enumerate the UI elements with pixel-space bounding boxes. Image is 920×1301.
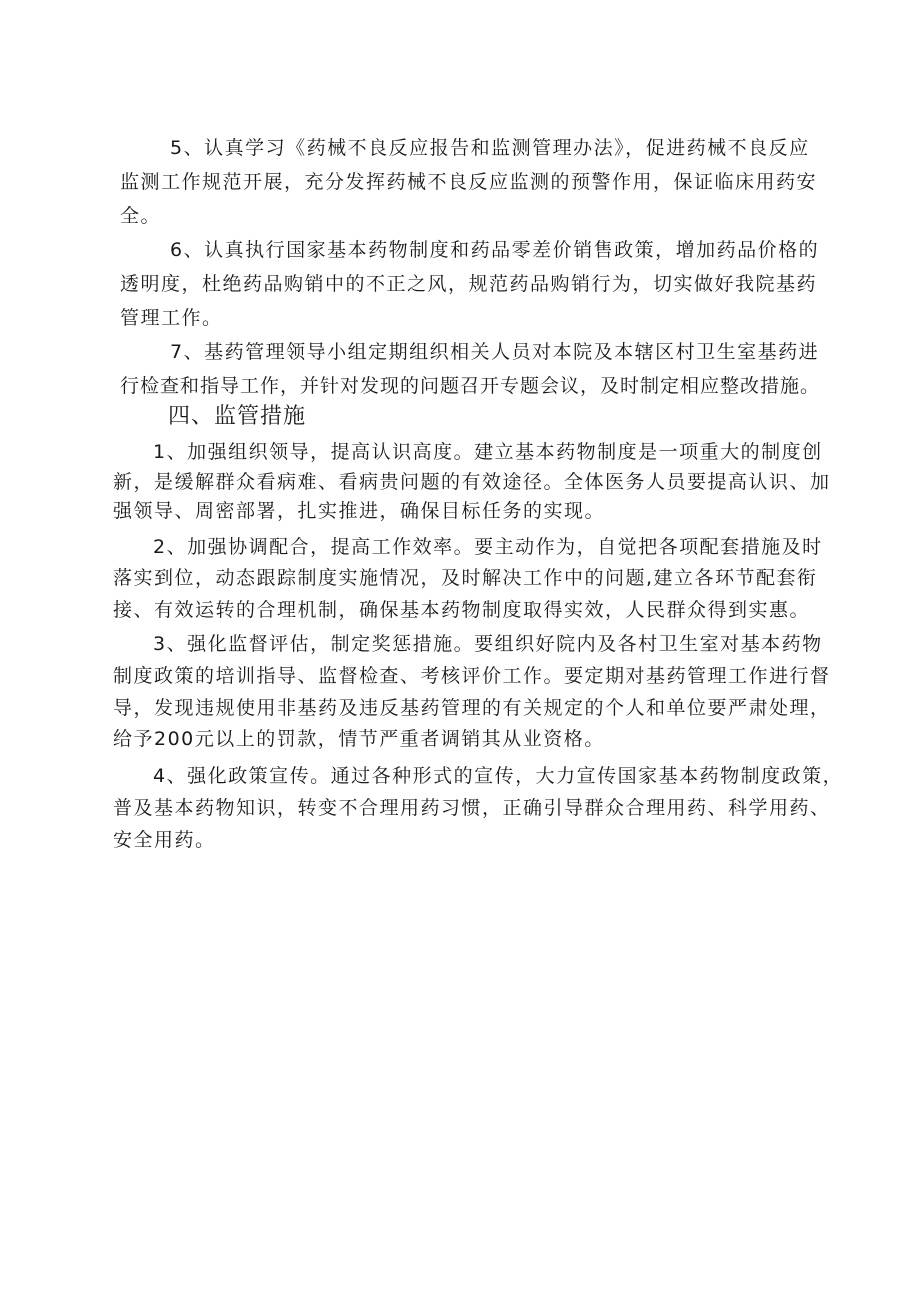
item6-line2: 透明度，杜绝药品购销中的不正之风，规范药品购销行为，切实做好我院基药: [120, 273, 818, 295]
measure4-line2: 普及基本药物知识，转变不合理用药习惯，正确引导群众合理用药、科学用药、: [113, 797, 831, 819]
item5-line3: 全。: [120, 205, 162, 227]
item7-line1: 7、基药管理领导小组定期组织相关人员对本院及本辖区村卫生室基药进: [170, 341, 820, 363]
measure3-line4: 给予200元以上的罚款，情节严重者调销其从业资格。: [113, 728, 605, 750]
measure3-line2: 制度政策的培训指导、监督检查、考核评价工作。要定期对基药管理工作进行督: [113, 665, 831, 687]
item5-line2: 监测工作规范开展，充分发挥药械不良反应监测的预警作用，保证临床用药安: [120, 171, 818, 193]
item5-line1: 5、认真学习《药械不良反应报告和监测管理办法》，促进药械不良反应: [170, 137, 810, 159]
item6-line3: 管理工作。: [120, 307, 223, 329]
measure3-line3: 导，发现违规使用非基药及违反基药管理的有关规定的个人和单位要严肃处理，: [113, 697, 831, 719]
measure1-line1: 1、加强组织领导，提高认识高度。建立基本药物制度是一项重大的制度创: [153, 441, 823, 463]
item6-line1: 6、认真执行国家基本药物制度和药品零差价销售政策，增加药品价格的: [170, 239, 820, 261]
measure2-line1: 2、加强协调配合，提高工作效率。要主动作为，自觉把各项配套措施及时: [153, 536, 823, 558]
section-heading: 四、监管措施: [168, 404, 307, 429]
measure1-line3: 强领导、周密部署，扎实推进，确保目标任务的实现。: [113, 500, 606, 522]
measure2-line3: 接、有效运转的合理机制，确保基本药物制度取得实效，人民群众得到实惠。: [113, 599, 811, 621]
measure2-line2: 落实到位，动态跟踪制度实施情况，及时解决工作中的问题,建立各环节配套衔: [113, 567, 818, 589]
measure4-line1: 4、强化政策宣传。通过各种形式的宣传，大力宣传国家基本药物制度政策，: [153, 765, 844, 787]
measure4-line3: 安全用药。: [113, 829, 216, 851]
measure1-line2: 新，是缓解群众看病难、看病贵问题的有效途径。全体医务人员要提高认识、加: [113, 471, 831, 493]
item7-line2: 行检查和指导工作，并针对发现的问题召开专题会议，及时制定相应整改措施。: [120, 375, 821, 397]
measure3-line1: 3、强化监督评估，制定奖惩措施。要组织好院内及各村卫生室对基本药物: [153, 633, 823, 655]
